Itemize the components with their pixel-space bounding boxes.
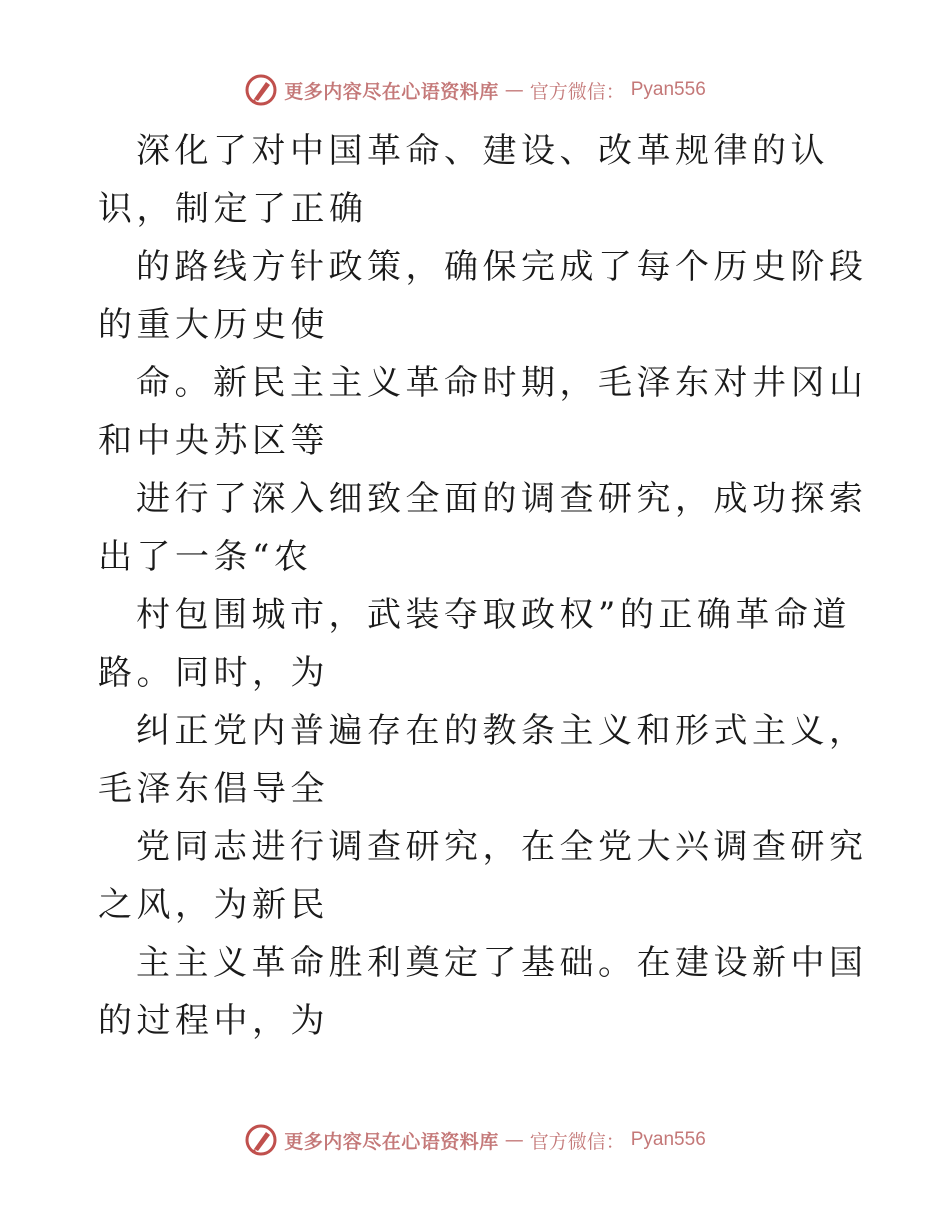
wechat-label: 官方微信： <box>529 1130 625 1153</box>
brand-text: 更多内容尽在心语资料库 <box>284 80 499 103</box>
paragraph: 深化了对中国革命、建设、改革规律的认识，制定了正确 <box>98 131 829 229</box>
paragraph: 党同志进行调查研究，在全党大兴调查研究之风，为新民 <box>98 827 868 925</box>
paragraph: 纠正党内普遍存在的教条主义和形式主义，毛泽东倡导全 <box>98 711 868 809</box>
document-body <box>98 122 868 1050</box>
pen-nib-logo-icon <box>244 73 278 107</box>
paragraph: 村包围城市，武装夺取政权”的正确革命道路。同时，为 <box>98 595 851 693</box>
pen-nib-logo-icon <box>244 1123 278 1157</box>
paragraph: 主主义革命胜利奠定了基础。在建设新中国的过程中，为 <box>98 943 868 1041</box>
brand-dash: — <box>504 79 524 101</box>
footer-watermark <box>0 1120 950 1160</box>
wechat-id: Pyan556 <box>630 79 706 100</box>
wechat-label: 官方微信： <box>529 80 625 103</box>
paragraph: 进行了深入细致全面的调查研究，成功探索出了一条“农 <box>98 479 868 577</box>
brand-dash: — <box>504 1129 524 1151</box>
paragraph: 的路线方针政策，确保完成了每个历史阶段的重大历史使 <box>98 247 868 345</box>
wechat-id: Pyan556 <box>630 1129 706 1150</box>
header-watermark <box>0 70 950 110</box>
brand-text: 更多内容尽在心语资料库 <box>284 1130 499 1153</box>
paragraph: 命。新民主主义革命时期，毛泽东对井冈山和中央苏区等 <box>98 363 868 461</box>
